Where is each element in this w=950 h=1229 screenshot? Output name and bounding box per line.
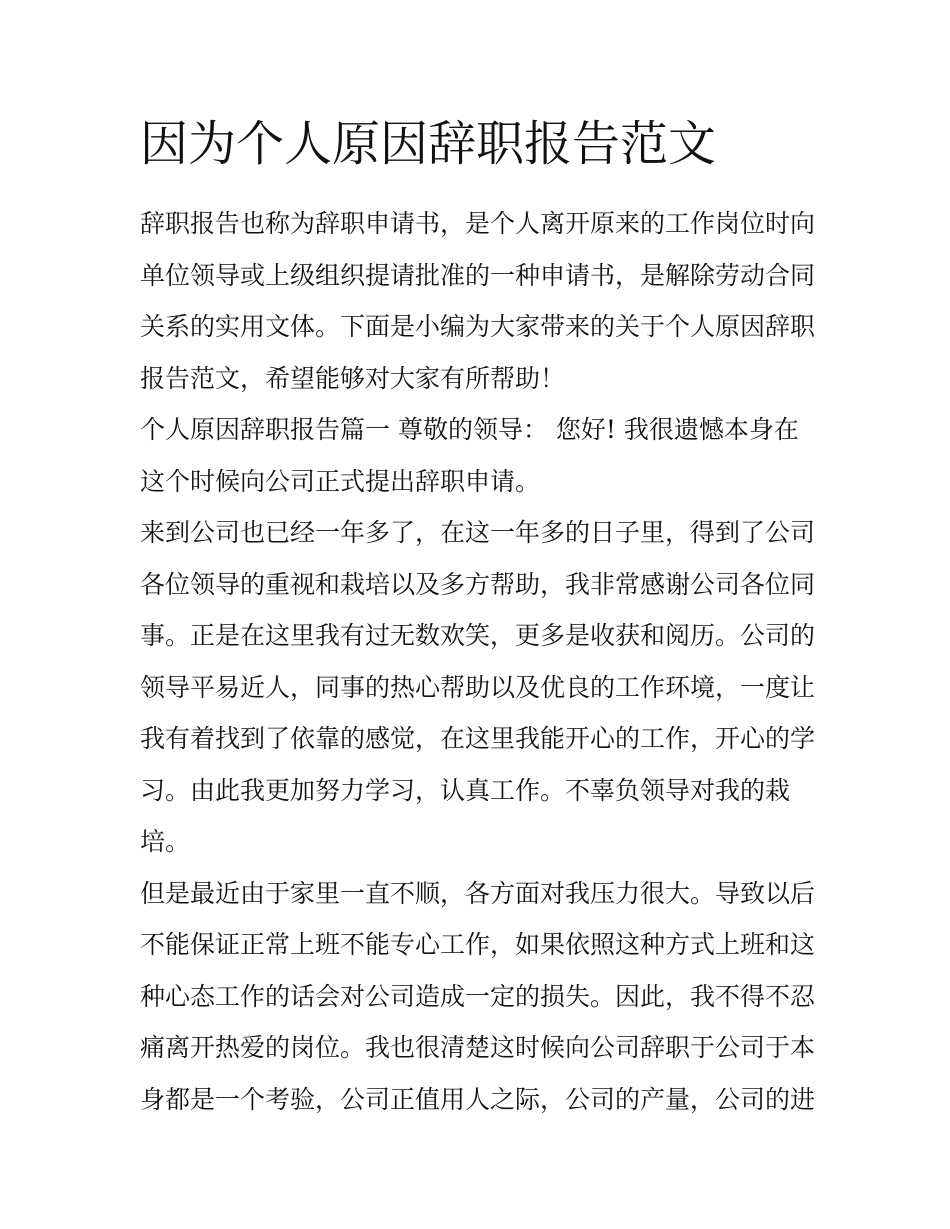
- document-title: 因为个人原因辞职报告范文: [140, 116, 717, 172]
- paragraph-reason: 但是最近由于家里一直不顺，各方面对我压力很大。导致以后不能保证正常上班不能专心工作，如果依照这种方式上班和这种心态工作的话会对公司造成一定的损失。因此，我不得不忍痛离开热爱的岗位。我也很清楚这时候向公司辞职于公司于本身都是一个考验，公司正值用人之际，公司的产量，公司的进: [140, 878, 816, 1114]
- paragraph-gratitude: 来到公司也已经一年多了，在这一年多的日子里，得到了公司各位领导的重视和栽培以及多方帮助，我非常感谢公司各位同事。正是在这里我有过无数欢笑，更多是收获和阅历。公司的领导平易近人，同事的热心帮助以及优良的工作环境，一度让我有着找到了依靠的感觉，在这里我能开心的工作，开心的学习。由此我更加努力学习，认真工作。不辜负领导对我的栽培。: [140, 518, 816, 856]
- paragraph-greeting: 个人原因辞职报告篇一 尊敬的领导： 您好! 我很遗憾本身在这个时候向公司正式提出辞职申请。: [140, 415, 799, 496]
- paragraph-intro: 辞职报告也称为辞职申请书，是个人离开原来的工作岗位时向单位领导或上级组织提请批准的一种申请书，是解除劳动合同关系的实用文体。下面是小编为大家带来的关于个人原因辞职报告范文，希望能够对大家有所帮助！: [140, 209, 816, 393]
- document-body: [140, 108, 818, 1125]
